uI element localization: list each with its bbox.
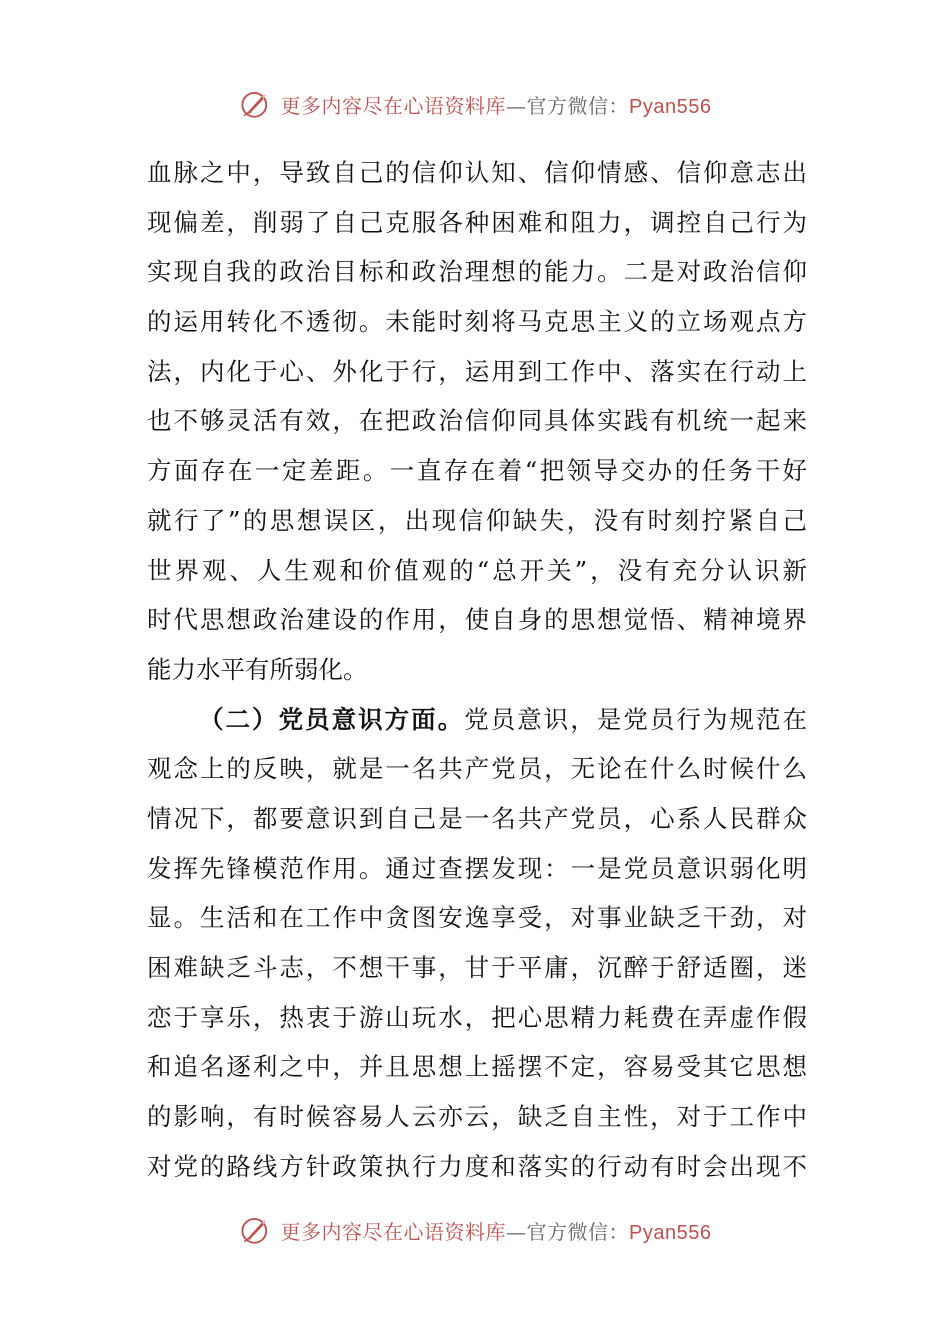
text-line: 世界观、人生观和价值观的“总开关”，没有充分认识新 (147, 555, 807, 585)
section-heading: （二）党员意识方面。 (199, 704, 465, 734)
banner-official-label: 官方微信： (526, 1219, 630, 1244)
text-line: 的运用转化不透彻。未能时刻将马克思主义的立场观点方 (147, 307, 807, 337)
banner-wechat-id: Pyan556 (629, 1221, 712, 1244)
header-banner (0, 84, 950, 124)
banner-text (281, 1216, 712, 1245)
paragraph-1 (147, 148, 807, 695)
pen-nib-logo-icon (239, 1213, 273, 1247)
text-line: 血脉之中，导致自己的信仰认知、信仰情感、信仰意志出 (147, 158, 807, 187)
text-line: 观念上的反映，就是一名共产党员，无论在什么时候什么 (147, 754, 807, 784)
section-heading-line (147, 695, 807, 745)
text-line: 现偏差，削弱了自己克服各种困难和阻力，调控自己行为 (147, 207, 807, 237)
banner-site: 更多内容尽在心语资料库 (280, 93, 507, 118)
text-line: 能力水平有所弱化。 (147, 654, 368, 684)
text-line: 显。生活和在工作中贪图安逸享受，对事业缺乏干劲，对 (147, 903, 807, 933)
text-line: 发挥先锋模范作用。通过查摆发现：一是党员意识弱化明 (147, 853, 807, 883)
text-line: 方面存在一定差距。一直存在着“把领导交办的任务干好 (147, 456, 807, 486)
text-line: 时代思想政治建设的作用，使自身的思想觉悟、精神境界 (147, 605, 807, 635)
text-line: 对党的路线方针政策执行力度和落实的行动有时会出现不 (147, 1151, 807, 1181)
text-line: 就行了”的思想误区，出现信仰缺失，没有时刻拧紧自己 (147, 505, 807, 535)
text-line: 的影响，有时候容易人云亦云，缺乏自主性，对于工作中 (147, 1102, 807, 1132)
text-line: 也不够灵活有效，在把政治信仰同具体实践有机统一起来 (147, 406, 807, 436)
section-heading-rest: 党员意识，是党员行为规范在 (464, 704, 807, 734)
text-line: 实现自我的政治目标和政治理想的能力。二是对政治信仰 (147, 257, 807, 287)
text-line: 困难缺乏斗志，不想干事，甘于平庸，沉醉于舒适圈，迷 (147, 953, 807, 982)
banner-dash: — (506, 1219, 527, 1244)
text-line: 情况下，都要意识到自己是一名共产党员，心系人民群众 (147, 803, 807, 833)
document-body (147, 148, 807, 1191)
banner-official-label: 官方微信： (526, 93, 630, 118)
banner-site: 更多内容尽在心语资料库 (280, 1219, 507, 1244)
banner-text (281, 90, 712, 119)
pen-nib-logo-icon (239, 87, 273, 121)
paragraph-2 (147, 695, 807, 1192)
text-line: 法，内化于心、外化于行，运用到工作中、落实在行动上 (147, 356, 807, 386)
banner-wechat-id: Pyan556 (629, 95, 712, 118)
banner-dash: — (506, 93, 527, 118)
text-line: 恋于享乐，热衷于游山玩水，把心思精力耗费在弄虚作假 (147, 1002, 807, 1032)
footer-banner (0, 1210, 950, 1250)
text-line: 和追名逐利之中，并且思想上摇摆不定，容易受其它思想 (147, 1052, 807, 1082)
